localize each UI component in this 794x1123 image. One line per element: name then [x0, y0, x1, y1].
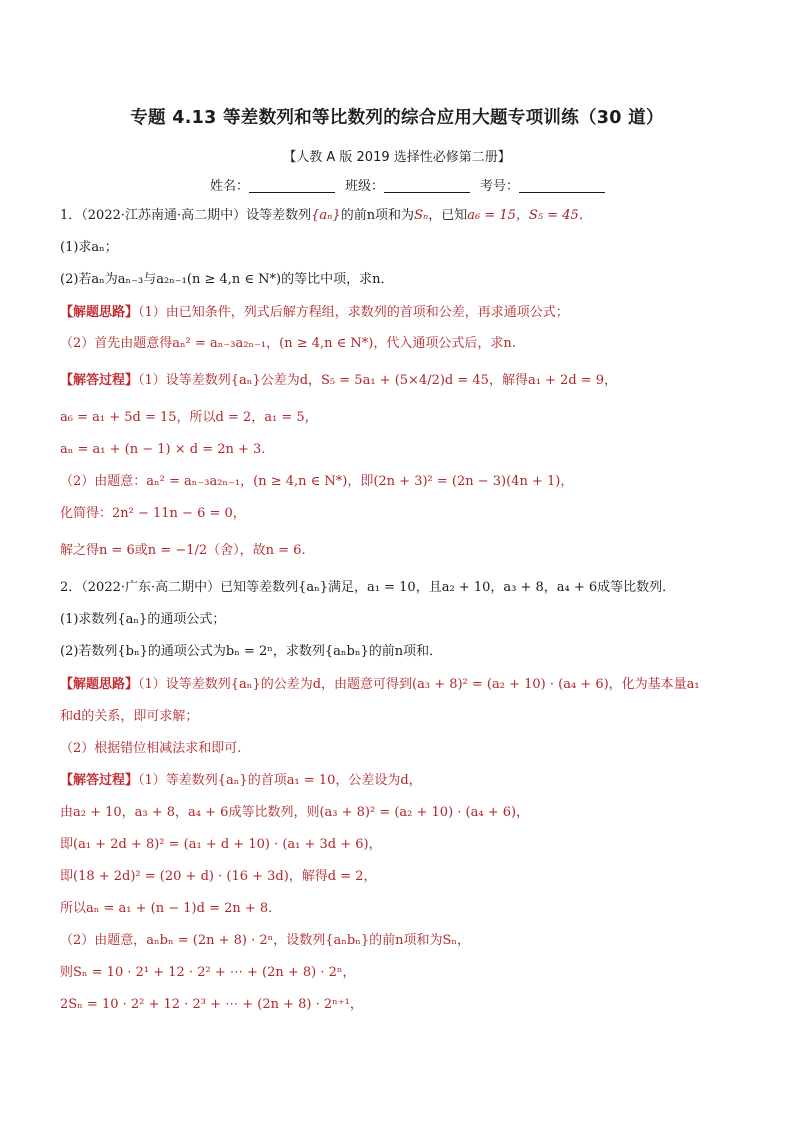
- problem2-process-6: （2）由题意，aₙbₙ = (2n + 8) · 2ⁿ，设数列{aₙbₙ}的前n项和为Sₙ，: [60, 933, 471, 948]
- problem2-thinking-2: （2）根据错位相减法求和即可.: [60, 741, 242, 756]
- problem1-process-2: a₆ = a₁ + 5d = 15，所以d = 2，a₁ = 5，: [60, 410, 318, 425]
- problem2-stem: 2．（2022·广东·高二期中）已知等差数列{aₙ}满足，a₁ = 10，且a₂ + 10，a₃ + 8，a₄ + 6成等比数列．: [60, 580, 676, 595]
- problem1-thinking-1: [60, 303, 750, 323]
- problem2-thinking-1b: 和d的关系，即可求解；: [60, 709, 199, 724]
- problem1-process-4: （2）由题意：aₙ² = aₙ₋₃a₂ₙ₋₁，(n ≥ 4,n ∈ N*)，即(2n + 3)² = (2n − 3)(4n + 1)，: [60, 474, 574, 489]
- problem1-stem-math2: Sₙ: [414, 208, 429, 223]
- page-subtitle: 【人教 A 版 2019 选择性必修第二册】: [283, 150, 511, 165]
- problem2-process-2: 由a₂ + 10，a₃ + 8，a₄ + 6成等比数列，则(a₃ + 8)² = (a₂ + 10) · (a₄ + 6)，: [60, 805, 530, 820]
- thinking-tag: 【解题思路】: [60, 305, 139, 320]
- problem2-q1: (1)求数列{aₙ}的通项公式；: [60, 612, 226, 627]
- class-blank[interactable]: [384, 178, 470, 193]
- problem1-stem: [60, 206, 750, 226]
- problem2-q2: (2)若数列{bₙ}的通项公式为bₙ = 2ⁿ，求数列{aₙbₙ}的前n项和．: [60, 644, 443, 659]
- problem1-proc1-text: （1）设等差数列{aₙ}公差为d，S₅ = 5a₁ + (5×4/2)d = 45，解得a₁ + 2d = 9，: [138, 373, 618, 388]
- problem1-process-1: [60, 371, 750, 391]
- problem1-q1: (1)求aₙ；: [60, 240, 118, 255]
- problem2-process-3: 即(a₁ + 2d + 8)² = (a₁ + d + 10) · (a₁ + 3d + 6)，: [60, 837, 382, 852]
- class-label: 班级：: [345, 179, 385, 194]
- problem1-q2: (2)若aₙ为aₙ₋₃与a₂ₙ₋₁(n ≥ 4,n ∈ N*)的等比中项，求n．: [60, 272, 394, 287]
- problem2-process-1: [60, 771, 750, 791]
- problem1-stem-given: ，已知: [428, 208, 468, 223]
- problem1-stem-prefix: 1．（2022·江苏南通·高二期中）设等差数列: [60, 208, 312, 223]
- problem1-think1-text: （1）由已知条件，列式后解方程组，求数列的首项和公差，再求通项公式；: [138, 305, 569, 320]
- problem2-process-5: 所以aₙ = a₁ + (n − 1)d = 2n + 8.: [60, 901, 273, 916]
- problem2-process-4: 即(18 + 2d)² = (20 + d) · (16 + 3d)，解得d = 2，: [60, 869, 377, 884]
- name-label: 姓名：: [210, 179, 250, 194]
- process-tag: 【解答过程】: [60, 773, 139, 788]
- problem2-think1-text: （1）设等差数列{aₙ}的公差为d，由题意可得到(a₃ + 8)² = (a₂ + 10) · (a₄ + 6)，化为基本量a₁: [138, 677, 700, 692]
- student-info-bar: [210, 175, 630, 194]
- thinking-tag: 【解题思路】: [60, 677, 139, 692]
- page-title: 专题 4.13 等差数列和等比数列的综合应用大题专项训练（30 道）: [130, 108, 664, 128]
- problem2-thinking-1: [60, 675, 750, 695]
- exam-no-blank[interactable]: [519, 178, 605, 193]
- problem1-stem-math1: {aₙ}: [311, 208, 341, 223]
- process-tag: 【解答过程】: [60, 373, 139, 388]
- problem1-thinking-2: （2）首先由题意得aₙ² = aₙ₋₃a₂ₙ₋₁，(n ≥ 4,n ∈ N*)，代入通项公式后，求n.: [60, 336, 516, 351]
- problem2-process-8: 2Sₙ = 10 · 2² + 12 · 2³ + ⋯ + (2n + 8) · 2ⁿ⁺¹，: [60, 997, 363, 1012]
- name-blank[interactable]: [249, 178, 335, 193]
- problem2-process-7: 则Sₙ = 10 · 2¹ + 12 · 2² + ⋯ + (2n + 8) · 2ⁿ，: [60, 965, 356, 980]
- problem2-proc1-text: （1）等差数列{aₙ}的首项a₁ = 10，公差设为d，: [138, 773, 422, 788]
- problem1-process-3: aₙ = a₁ + (n − 1) × d = 2n + 3.: [60, 442, 266, 457]
- problem1-process-6: 解之得n = 6或n = −1/2（舍），故n = 6.: [60, 543, 306, 558]
- problem1-stem-mid: 的前n项和为: [340, 208, 415, 223]
- problem1-stem-math3: a₆ = 15，S₅ = 45．: [467, 208, 592, 223]
- exam-no-label: 考号：: [480, 179, 520, 194]
- problem1-process-5: 化简得：2n² − 11n − 6 = 0，: [60, 506, 246, 521]
